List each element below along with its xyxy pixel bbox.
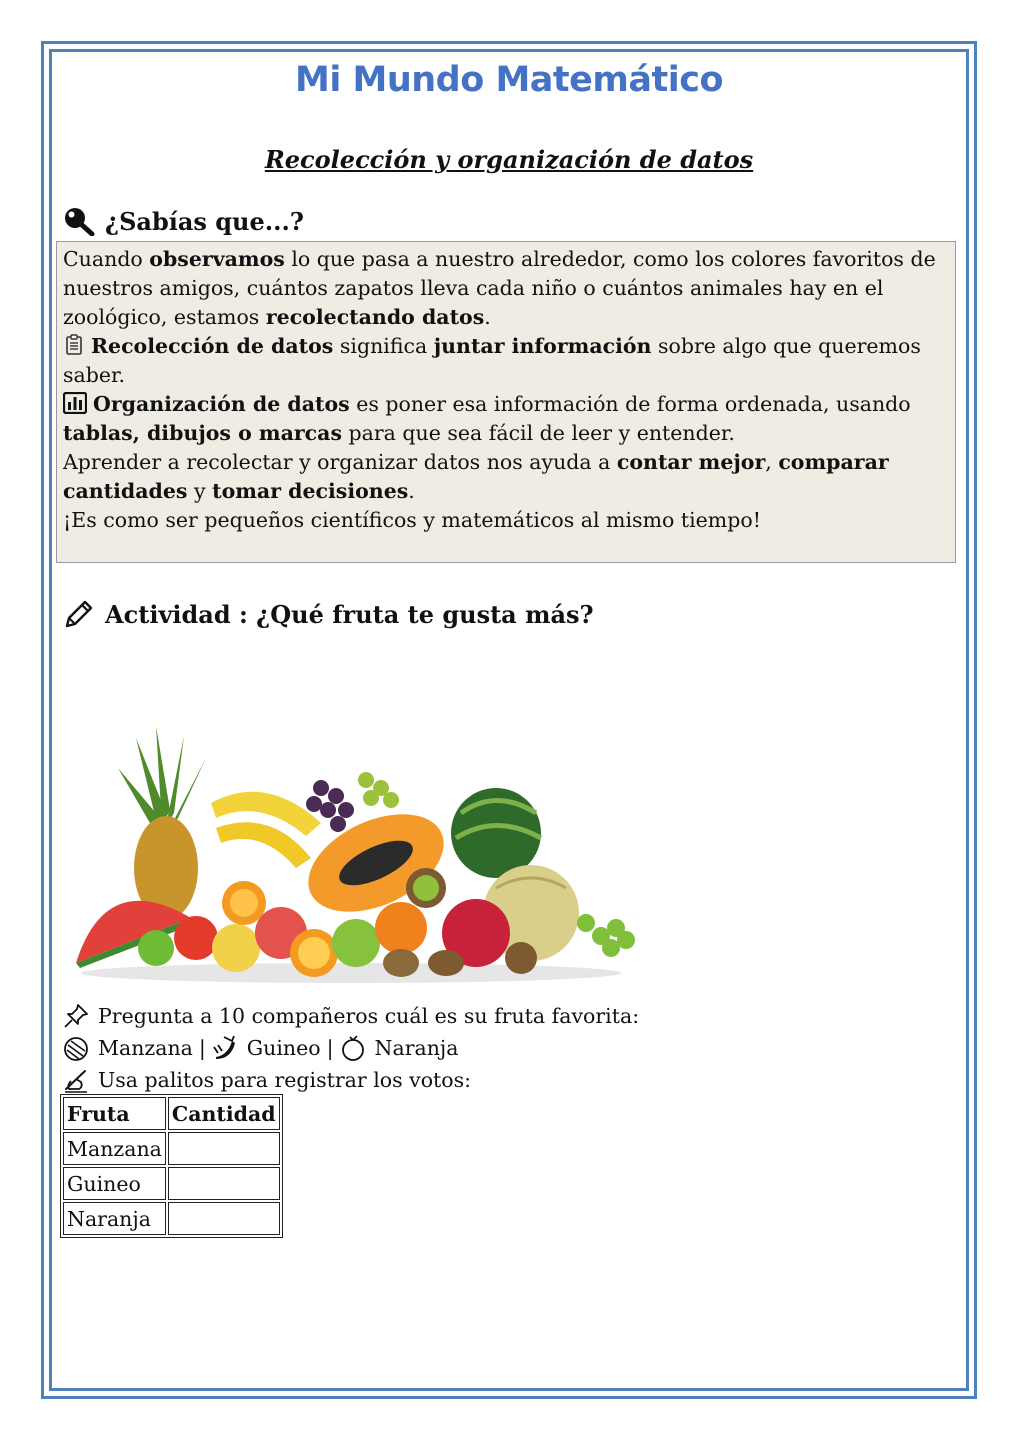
page-subtitle: Recolección y organización de datos [264,145,754,174]
fruit-image [66,718,636,988]
separator: | [198,1036,206,1060]
info-paragraph-2: Recolección de datos significa juntar información sobre algo que queremos saber. [63,334,921,387]
bar-chart-icon [63,392,87,414]
banana-icon [212,1035,238,1061]
info-paragraph-4: Aprender a recolectar y organizar datos nos ayuda a contar mejor, comparar cantidades y tomar decisiones. [63,450,889,503]
info-paragraph-3: Organización de datos es poner esa información de forma ordenada, usando tablas, dibujos o marcas para que sea fácil de leer y entender. [63,392,911,445]
table-row [63,1202,280,1235]
writing-hand-icon [63,1067,89,1093]
orange-icon [340,1035,366,1061]
table-header-cantidad: Cantidad [168,1097,280,1130]
info-paragraph-1: Cuando observamos lo que pasa a nuestro alrededor, como los colores favoritos de nuestros amigos, cuántos zapatos lleva cada niño o cuántos animales hay en el zoológico, estamos recolectando datos. [63,247,936,329]
tally-instruction-line [63,1064,639,1096]
table-cell-fruit: Naranja [63,1202,166,1235]
instruction-line [63,1000,639,1032]
apple-icon [63,1035,89,1061]
activity-heading [63,598,594,630]
table-cell-fruit: Guineo [63,1167,166,1200]
table-cell-count[interactable] [168,1202,280,1235]
pushpin-icon [63,1003,89,1029]
table-cell-count[interactable] [168,1132,280,1165]
instruction-text: Pregunta a 10 compañeros cuál es su fruta favorita: [98,1004,640,1028]
fruit-options-line [63,1032,639,1064]
option-guineo: Guineo [246,1036,321,1060]
table-row [63,1132,280,1165]
table-cell-fruit: Manzana [63,1132,166,1165]
option-manzana: Manzana [98,1036,193,1060]
info-heading-text: ¿Sabías que...? [105,206,304,236]
page-title: Mi Mundo Matemático [295,60,723,100]
activity-heading-text: Actividad : ¿Qué fruta te gusta más? [105,599,594,629]
magnifier-icon [63,206,95,236]
info-heading [63,206,304,236]
table-cell-count[interactable] [168,1167,280,1200]
clipboard-icon [63,334,85,356]
info-paragraph-5: ¡Es como ser pequeños científicos y matemáticos al mismo tiempo! [63,508,761,532]
option-naranja: Naranja [374,1036,459,1060]
tally-instruction-text: Usa palitos para registrar los votos: [98,1068,472,1092]
tally-table [60,1094,283,1238]
table-header-fruta: Fruta [63,1097,166,1130]
separator: | [326,1036,334,1060]
pencil-icon [63,598,95,630]
table-row [63,1167,280,1200]
activity-instructions [63,1000,639,1096]
info-box [56,241,956,563]
table-header-row [63,1097,280,1130]
